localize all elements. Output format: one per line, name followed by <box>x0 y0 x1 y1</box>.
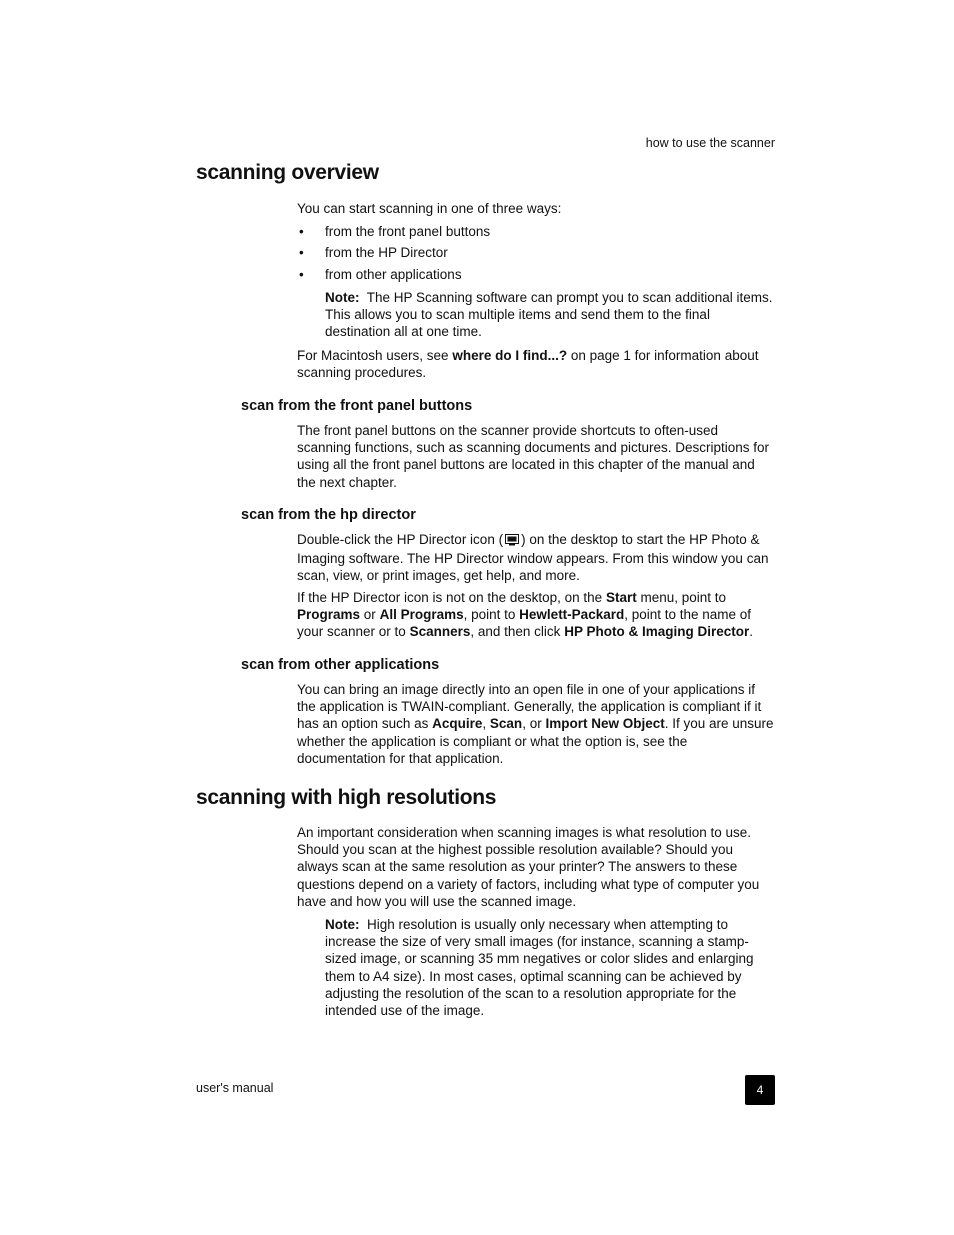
text: . If you are unsure whether the application is compliant or what the option is, see the documentation for that application. <box>297 716 774 766</box>
director-text-start: Double-click the HP Director icon ( <box>297 532 504 547</box>
text: You can bring an image directly into an open file in one of your applications if the application is TWAIN-compliant. Generally, the application is compliant if it has an option such as <box>297 682 762 732</box>
note-text: The HP Scanning software can prompt you to scan additional items. This allows you to scan multiple items and send them to the final destination all at one time. <box>325 290 773 340</box>
mac-paragraph <box>297 347 775 381</box>
all-programs-term: All Programs <box>379 607 464 623</box>
high-res-note <box>325 916 775 1019</box>
acquire-term: Acquire <box>432 716 483 732</box>
running-header: how to use the scanner <box>645 136 775 150</box>
section-title-high-resolutions: scanning with high resolutions <box>196 786 497 809</box>
list-item-text: from the front panel buttons <box>325 224 491 239</box>
photo-imaging-director-term: HP Photo & Imaging Director <box>564 624 750 640</box>
text: If the HP Director icon is not on the desktop, on the <box>297 590 603 605</box>
text: , <box>482 716 487 732</box>
bullet-icon: • <box>299 267 304 282</box>
list-item-text: from other applications <box>325 267 462 282</box>
subsection-title-hp-director: scan from the hp director <box>241 507 416 523</box>
bullet-icon: • <box>299 245 304 260</box>
overview-note <box>325 289 775 341</box>
hewlett-packard-term: Hewlett-Packard <box>519 607 625 623</box>
footer-label: user's manual <box>196 1081 274 1095</box>
hp-director-icon <box>505 533 519 550</box>
bullet-icon: • <box>299 224 304 239</box>
note-label: Note: <box>325 917 360 932</box>
text: or <box>363 607 376 623</box>
overview-intro: You can start scanning in one of three ways: <box>297 201 562 216</box>
text: , and then click <box>470 624 561 640</box>
text: menu, point to <box>640 590 727 605</box>
mac-text-start: For Macintosh users, see <box>297 348 449 363</box>
text: . <box>749 624 753 640</box>
section-title-scanning-overview: scanning overview <box>196 161 379 184</box>
page-number: 4 <box>745 1075 775 1105</box>
high-res-paragraph: An important consideration when scanning images is what resolution to use. Should you scan at the highest possible resolution available? Should you always scan at the same resolution as your printer? The answers to these questions depend on a variety of factors, including what type of computer you have and how you will use the scanned image. <box>297 825 760 909</box>
subsection-title-other-apps: scan from other applications <box>241 657 440 673</box>
note-label: Note: <box>325 290 360 305</box>
where-do-i-find-link[interactable]: where do I find...? <box>452 348 568 363</box>
director-text-end: ) on the desktop to start the HP Photo & Imaging software. The HP Director window appears. From this window you can scan, view, or print images, get help, and more. <box>297 532 769 584</box>
note-text: High resolution is usually only necessary when attempting to increase the size of very small images (for instance, scanning a stamp-sized image, or scanning 35 mm negatives or color slides and enlarging them to A4 size). In most cases, optimal scanning can be achieved by adjusting the resolution of the scan to a resolution appropriate for the intended use of the image. <box>325 917 754 1019</box>
start-menu-term: Start <box>605 590 637 605</box>
import-new-object-term: Import New Object <box>545 716 665 732</box>
scan-term: Scan <box>489 716 523 732</box>
mac-text-end: on page 1 for information about scanning procedures. <box>297 348 759 381</box>
hp-director-paragraph-1 <box>297 531 775 585</box>
programs-term: Programs <box>297 607 361 623</box>
front-panel-paragraph: The front panel buttons on the scanner provide shortcuts to often-used scanning functions, such as scanning documents and pictures. Descriptions for using all the front panel buttons are located in this chapter of the manual and the next chapter. <box>297 423 770 490</box>
scanners-term: Scanners <box>409 624 471 640</box>
text: , point to the name of your scanner or to <box>297 607 752 640</box>
hp-director-paragraph-2 <box>297 589 775 641</box>
text: , or <box>522 716 542 732</box>
list-item-text: from the HP Director <box>325 245 448 260</box>
subsection-title-front-panel: scan from the front panel buttons <box>241 398 473 414</box>
text: , point to <box>463 607 516 623</box>
other-apps-paragraph <box>297 681 775 767</box>
